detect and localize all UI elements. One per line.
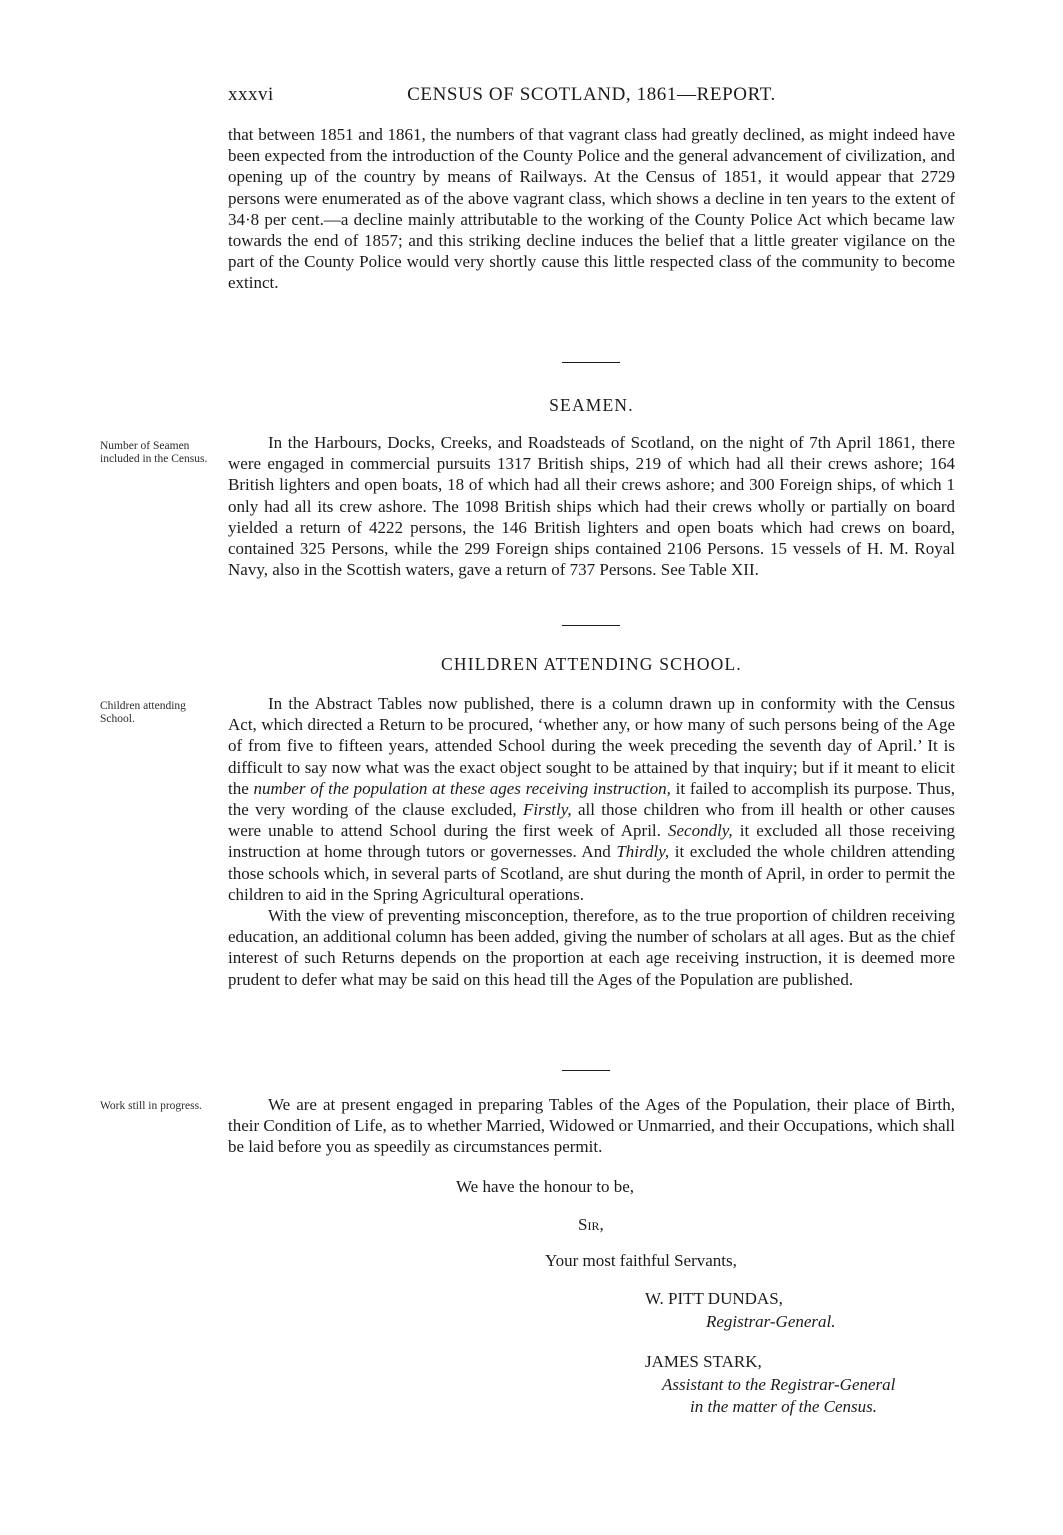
seamen-heading: SEAMEN.: [549, 395, 634, 415]
children-section: [228, 693, 955, 990]
running-title: CENSUS OF SCOTLAND, 1861—REPORT.: [407, 84, 776, 105]
intro-paragraph: that between 1851 and 1861, the numbers of that vagrant class had greatly declined, as might indeed have been expected from the introduction of the County Police and the general advancement of civilization, and opening up of the country by means of Railways. At the Census of 1851, it would appear that 2729 persons were enumerated as of the above vagrant class, which shows a decline in ten years to the extent of 34·8 per cent.—a decline mainly attributable to the working of the County Police Act which became law towards the end of 1857; and this striking decline induces the belief that a little greater vigilance on the part of the County Police would very shortly cause this little respected class of the community to become extinct.: [228, 125, 955, 293]
closing-line: We have the honour to be,: [456, 1177, 635, 1196]
children-margin-note: Children attending School.: [100, 700, 186, 725]
page-number: xxxvi: [228, 84, 274, 105]
seamen-margin-note: Number of Seamen included in the Census.: [100, 440, 208, 465]
signer-name: JAMES STARK,: [645, 1352, 762, 1371]
progress-paragraph: We are at present engaged in preparing Tables of the Ages of the Population, their place of Birth, their Condition of Life, as to whether Married, Widowed or Unmarried, and their Occupations, which shall be laid before you as speedily as circumstances permit.: [228, 1095, 955, 1157]
emphasis-text: Secondly,: [667, 821, 733, 841]
text-run: it excluded all those receiving instruction at home through tutors or governesses. And: [228, 821, 955, 862]
intro-section: [228, 124, 955, 294]
signer-name: W. PITT DUNDAS,: [645, 1289, 783, 1308]
section-divider: [562, 625, 620, 626]
emphasis-text: Thirdly,: [616, 842, 670, 862]
closing-servants: Your most faithful Servants,: [545, 1251, 737, 1270]
signer-title: Registrar-General.: [706, 1312, 836, 1331]
text-run: it excluded the whole children attending those schools which, in several parts of Scotland, are shut during the month of April, in order to permit the children to aid in the Spring Agricultural operations.: [228, 842, 955, 904]
page-header: [228, 84, 955, 114]
emphasis-text: number of the population at these ages receiving instruction,: [253, 778, 671, 798]
section-divider: [562, 1070, 610, 1071]
salutation: Sir,: [578, 1215, 604, 1234]
children-paragraph-2: With the view of preventing misconception, therefore, as to the true proportion of children receiving education, an additional column has been added, giving the number of scholars at all ages. But as the chief interest of such Returns depends on the proportion at each age receiving instruction, it is deemed more prudent to defer what may be said on this head till the Ages of the Population are published.: [228, 906, 955, 989]
signer-title: in the matter of the Census.: [690, 1397, 877, 1416]
seamen-section: [228, 432, 955, 580]
seamen-paragraph: In the Harbours, Docks, Creeks, and Roadsteads of Scotland, on the night of 7th April 1861, there were engaged in commercial pursuits 1317 British ships, 219 of which had all their crews ashore; 164 British lighters and open boats, 18 of which had all their crews ashore; and 300 Foreign ships, of which 1 only had all its crew ashore. The 1098 British ships which had their crews wholly or partially on board yielded a return of 4222 persons, the 146 British lighters and open boats which had crews on board, contained 325 Persons, while the 299 Foreign ships contained 2106 Persons. 15 vessels of H. M. Royal Navy, also in the Scottish waters, gave a return of 737 Persons. See Table XII.: [228, 433, 955, 580]
signer-title: Assistant to the Registrar-General: [662, 1375, 896, 1394]
progress-margin-note: Work still in progress.: [100, 1100, 202, 1112]
section-divider: [562, 362, 620, 363]
text-run: it failed to accomplish its purpose. Thus, the very wording of the clause excluded,: [228, 778, 955, 820]
progress-section: [228, 1094, 955, 1158]
children-paragraph-1: [228, 693, 955, 905]
text-run: In the Abstract Tables now published, there is a column drawn up in conformity with the Census Act, which directed a Return to be procured, ‘whether any, or how many of such persons being of the Age of from five to fifteen years, attended School during the week preceding the seventh day of April.’ It is difficult to say now what was the exact object sought to be attained by that inquiry; but if it meant to elicit the: [228, 694, 955, 798]
emphasis-text: Firstly,: [522, 800, 572, 820]
children-heading: CHILDREN ATTENDING SCHOOL.: [441, 654, 742, 674]
text-run: all those children who from ill health or other causes were unable to attend School during the first week of April.: [228, 800, 955, 841]
